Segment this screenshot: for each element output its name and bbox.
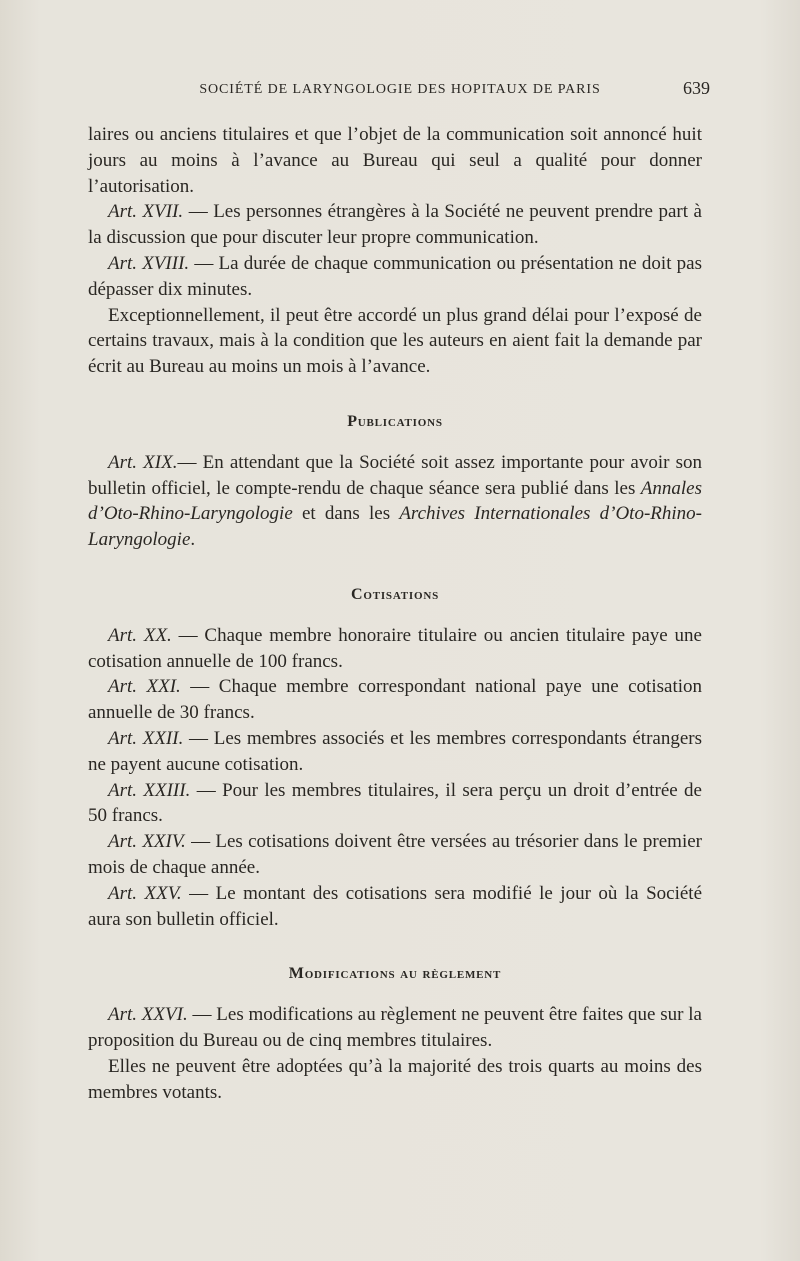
- article-text: — Pour les membres titulaires, il sera perçu un droit d’entrée de 50 francs.: [88, 779, 702, 827]
- article-text: — Les personnes étrangères à la Société ne peuvent prendre part à la discussion que pour discuter leur propre communication.: [88, 201, 702, 249]
- section-heading-cotisations: Cotisations: [350, 585, 439, 603]
- paragraph-exception: [88, 303, 702, 380]
- article-label: Art. XXIV.: [108, 831, 186, 853]
- article-text: — La durée de chaque communication ou présentation ne doit pas dépasser dix minutes.: [88, 252, 702, 300]
- running-header: [88, 78, 712, 104]
- article-text: — Le montant des cotisations sera modifié le jour où la Société aura son bulletin officiel.: [88, 882, 702, 930]
- article-21: [88, 674, 702, 726]
- article-text: .: [190, 529, 196, 551]
- paragraph-continuation: [88, 122, 702, 199]
- journal-title: Annales d’Oto-Rhino-Laryngologie: [88, 477, 702, 525]
- document-body: [88, 122, 702, 1105]
- article-23: [88, 778, 702, 830]
- article-text: — Les cotisations doivent être versées au trésorier dans le premier mois de chaque année.: [88, 831, 702, 878]
- article-text: — Les membres associés et les membres correspondants étrangers ne payent aucune cotisation.: [88, 727, 702, 775]
- article-text: — En attendant que la Société soit assez importante pour avoir son bulletin officiel, le compte-rendu de chaque séance sera publié dans les: [88, 451, 702, 499]
- journal-title: Archives Internationales d’Oto-Rhino-Laryngologie: [88, 503, 702, 551]
- paragraph-text: Elles ne peuvent être adoptées qu’à la majorité des trois quarts au moins des membres votants.: [88, 1055, 702, 1103]
- section-heading-modifications: Modifications au règlement: [288, 965, 502, 983]
- section-heading-publications: Publications: [347, 412, 443, 430]
- running-title: SOCIÉTÉ DE LARYNGOLOGIE DES HOPITAUX DE PARIS: [199, 82, 601, 97]
- paragraph-text: laires ou anciens titulaires et que l’objet de la communication soit annoncé huit jours au moins à l’avance au Bureau qui seul a qualité pour donner l’autorisation.: [88, 124, 702, 197]
- article-25: [88, 881, 702, 933]
- article-label: Art. XXI.: [108, 676, 181, 698]
- article-label: Art. XXIII.: [108, 779, 191, 801]
- article-20: [88, 623, 702, 675]
- article-19: [88, 450, 702, 553]
- article-label: Art. XX.: [108, 624, 172, 646]
- article-17: [88, 199, 702, 251]
- article-text: et dans les: [292, 503, 400, 525]
- article-label: Art. XXVI.: [108, 1004, 188, 1026]
- article-label: Art. XXV.: [108, 882, 182, 904]
- article-26: [88, 1002, 702, 1054]
- article-label: Art. XVIII.: [108, 252, 190, 274]
- article-24: [88, 829, 702, 881]
- article-label: Art. XIX.: [108, 451, 178, 473]
- paragraph-final: [88, 1054, 702, 1106]
- page-number: 639: [683, 78, 710, 98]
- article-text: — Les modifications au règlement ne peuvent être faites que sur la proposition du Bureau ou de cinq membres titulaires.: [88, 1004, 702, 1051]
- article-22: [88, 726, 702, 778]
- article-18: [88, 251, 702, 303]
- article-text: — Chaque membre honoraire titulaire ou ancien titulaire paye une cotisation annuelle de 100 francs.: [88, 624, 702, 672]
- article-label: Art. XVII.: [108, 201, 184, 223]
- article-text: — Chaque membre correspondant national paye une cotisation annuelle de 30 francs.: [88, 676, 702, 724]
- article-label: Art. XXII.: [108, 727, 184, 749]
- paragraph-text: Exceptionnellement, il peut être accordé un plus grand délai pour l’exposé de certains travaux, mais à la condition que les auteurs en aient fait la demande par écrit au Bureau au moins un mois à l’avance.: [88, 304, 702, 378]
